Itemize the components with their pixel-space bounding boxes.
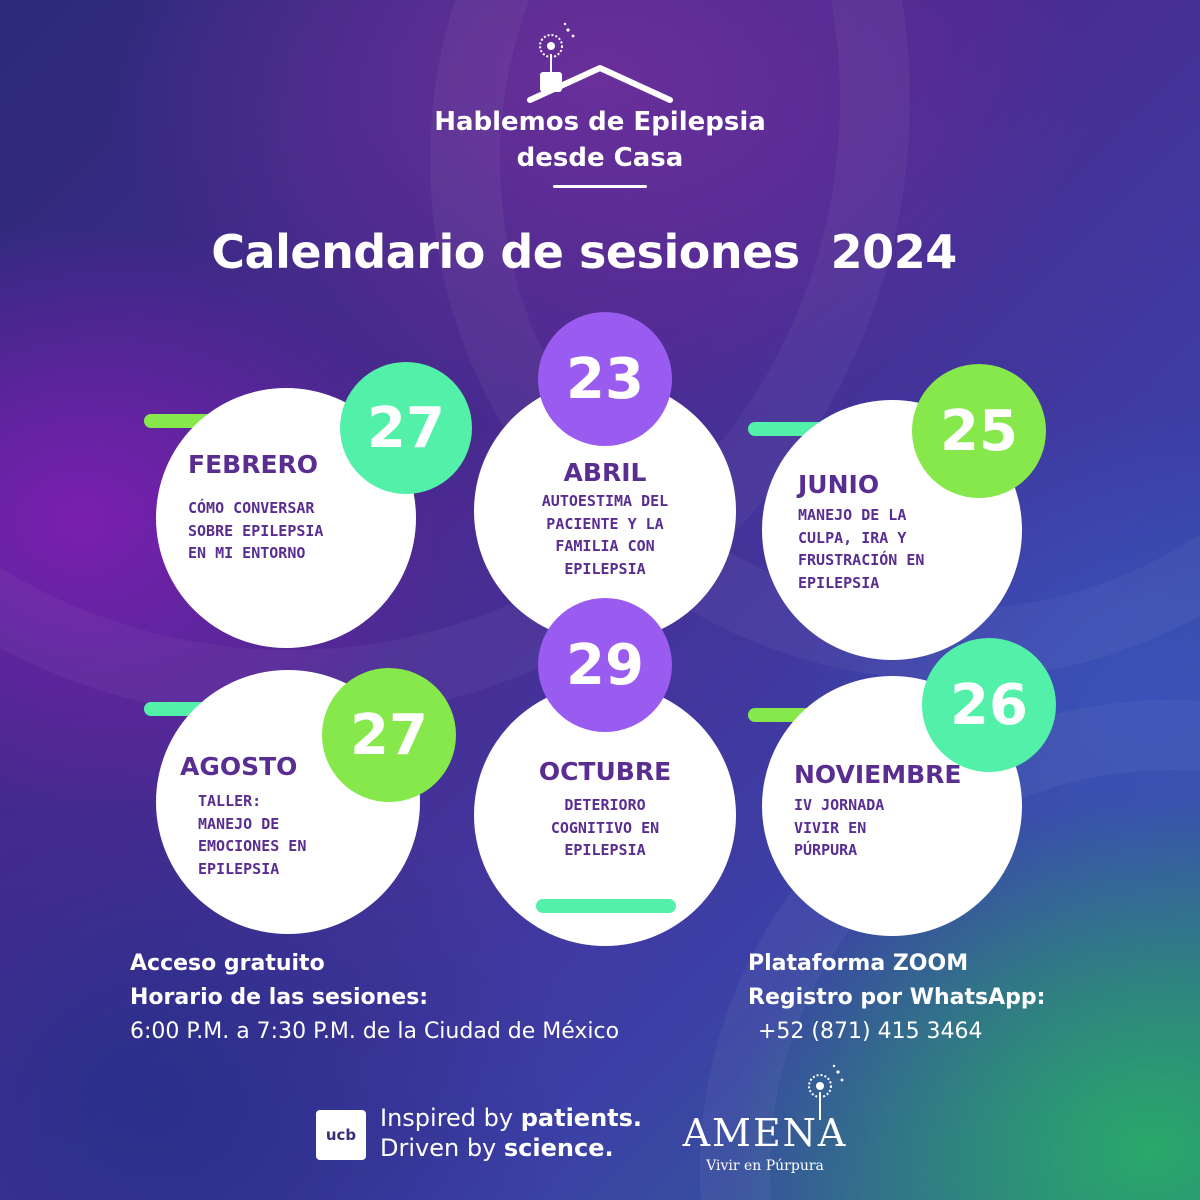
- info-left: [130, 947, 619, 1049]
- brand-underline: [553, 185, 647, 188]
- session-topic: CÓMO CONVERSAR SOBRE EPILEPSIA EN MI ENTORNO: [188, 499, 324, 562]
- ucb-mark: ucb: [325, 1126, 357, 1144]
- day-badge: 27: [340, 362, 472, 494]
- session-topic: MANEJO DE LA CULPA, IRA Y FRUSTRACIÓN EN EPILEPSIA: [798, 506, 925, 592]
- month-label: FEBRERO: [188, 450, 319, 479]
- accent-bar: [536, 899, 676, 913]
- brand-line-1: Hablemos de Epilepsia: [434, 107, 766, 137]
- ucb-tagline-part: patients.: [520, 1104, 643, 1132]
- registration-label: Registro por WhatsApp:: [748, 985, 1046, 1010]
- phone-number[interactable]: +52 (871) 415 3464: [758, 1019, 983, 1044]
- month-label: OCTUBRE: [538, 757, 672, 786]
- amena-tagline: Vivir en Púrpura: [706, 1158, 824, 1174]
- amena-name: AMENA: [682, 1111, 848, 1155]
- amena-logo: [660, 1110, 870, 1176]
- brand-title: [300, 104, 900, 176]
- page-title: Calendario de sesiones 2024: [211, 225, 957, 279]
- ucb-tagline: [380, 1103, 642, 1163]
- month-label: AGOSTO: [180, 752, 298, 781]
- access-text: Acceso gratuito: [130, 951, 325, 976]
- ucb-tagline-part: Inspired by: [380, 1104, 521, 1132]
- day-badge: 25: [912, 364, 1046, 498]
- month-label: ABRIL: [563, 458, 647, 487]
- session-topic: DETERIORO COGNITIVO EN EPILEPSIA: [550, 796, 660, 859]
- house-dandelion-icon: [510, 20, 690, 110]
- session-topic: TALLER: MANEJO DE EMOCIONES EN EPILEPSIA: [198, 792, 307, 878]
- day-badge: 26: [922, 638, 1056, 772]
- month-label: NOVIEMBRE: [794, 760, 962, 789]
- schedule-label: Horario de las sesiones:: [130, 985, 429, 1010]
- ucb-tagline-part: science.: [503, 1134, 614, 1162]
- ucb-tagline-part: Driven by: [380, 1134, 504, 1162]
- platform-text: Plataforma ZOOM: [748, 951, 969, 976]
- session-topic: IV JORNADA VIVIR EN PÚRPURA: [794, 796, 885, 859]
- brand-line-2: desde Casa: [516, 143, 684, 173]
- month-label: JUNIO: [798, 470, 880, 499]
- ucb-logo: [316, 1110, 366, 1160]
- day-badge: 27: [322, 668, 456, 802]
- schedule-value: 6:00 P.M. a 7:30 P.M. de la Ciudad de México: [130, 1019, 620, 1044]
- day-badge: 29: [538, 598, 672, 732]
- info-right: [748, 947, 1045, 1049]
- day-badge: 23: [538, 312, 672, 446]
- session-topic: AUTOESTIMA DEL PACIENTE Y LA FAMILIA CON EPILEPSIA: [541, 492, 669, 578]
